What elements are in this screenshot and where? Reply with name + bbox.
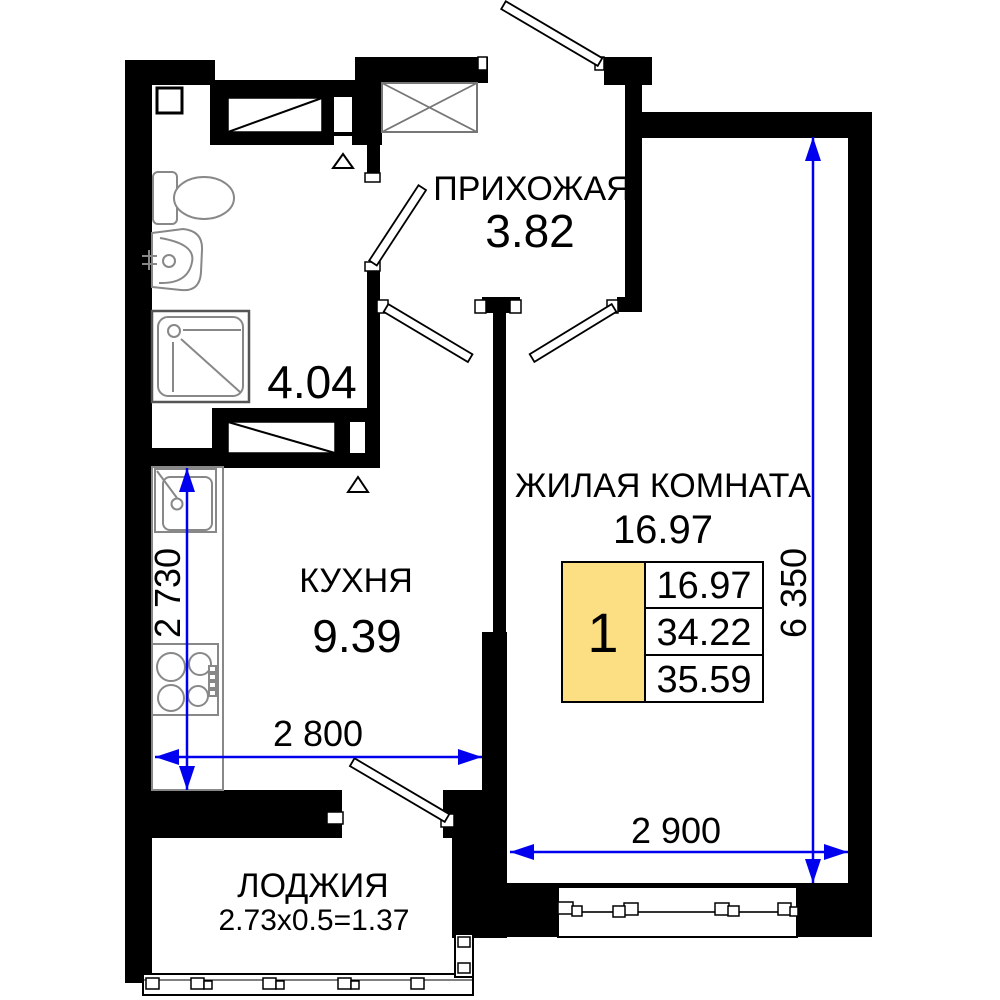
loggia-label: ЛОДЖИЯ (237, 867, 389, 905)
kitchen-label: КУХНЯ (299, 562, 413, 600)
living-room-window (558, 887, 798, 937)
dim-2730: 2 730 (147, 547, 188, 639)
hallway-area: 3.82 (485, 205, 575, 257)
bathroom-door-leaf (369, 185, 426, 265)
wall-slot (334, 136, 352, 145)
loggia-area-formula: 2.73x0.5=1.37 (218, 904, 410, 937)
loggia-glazing (143, 934, 473, 995)
dim-2800: 2 800 (272, 713, 364, 754)
triangle-mark (333, 154, 353, 168)
toilet (153, 172, 234, 224)
living-room-door-leaf (530, 304, 617, 362)
wall-slot (350, 422, 365, 453)
apartment-summary-table (562, 562, 763, 702)
sink (142, 229, 202, 290)
shower (152, 311, 249, 402)
wall-slot (334, 97, 352, 132)
entry-door-leaf (501, 1, 602, 66)
dim-2900: 2 900 (630, 810, 722, 851)
loggia-door-leaf (350, 758, 449, 822)
kitchen-area: 9.39 (312, 610, 402, 662)
hallway-label: ПРИХОЖАЯ (433, 170, 631, 208)
living-room-area: 16.97 (612, 508, 714, 552)
triangle-mark (348, 477, 368, 492)
bathroom-area: 4.04 (267, 356, 357, 408)
living-room-label: ЖИЛАЯ КОМНАТА (515, 467, 811, 505)
dim-6350: 6 350 (773, 547, 814, 639)
bathroom-fixtures (142, 172, 249, 402)
room-count-value: 1 (587, 601, 619, 664)
living-area-value: 16.97 (656, 565, 752, 607)
total-area-value: 35.59 (656, 659, 752, 701)
column (157, 88, 182, 113)
area-without-loggia-value: 34.22 (656, 612, 752, 654)
stove (152, 644, 218, 715)
kitchen-door-leaf (384, 304, 473, 362)
